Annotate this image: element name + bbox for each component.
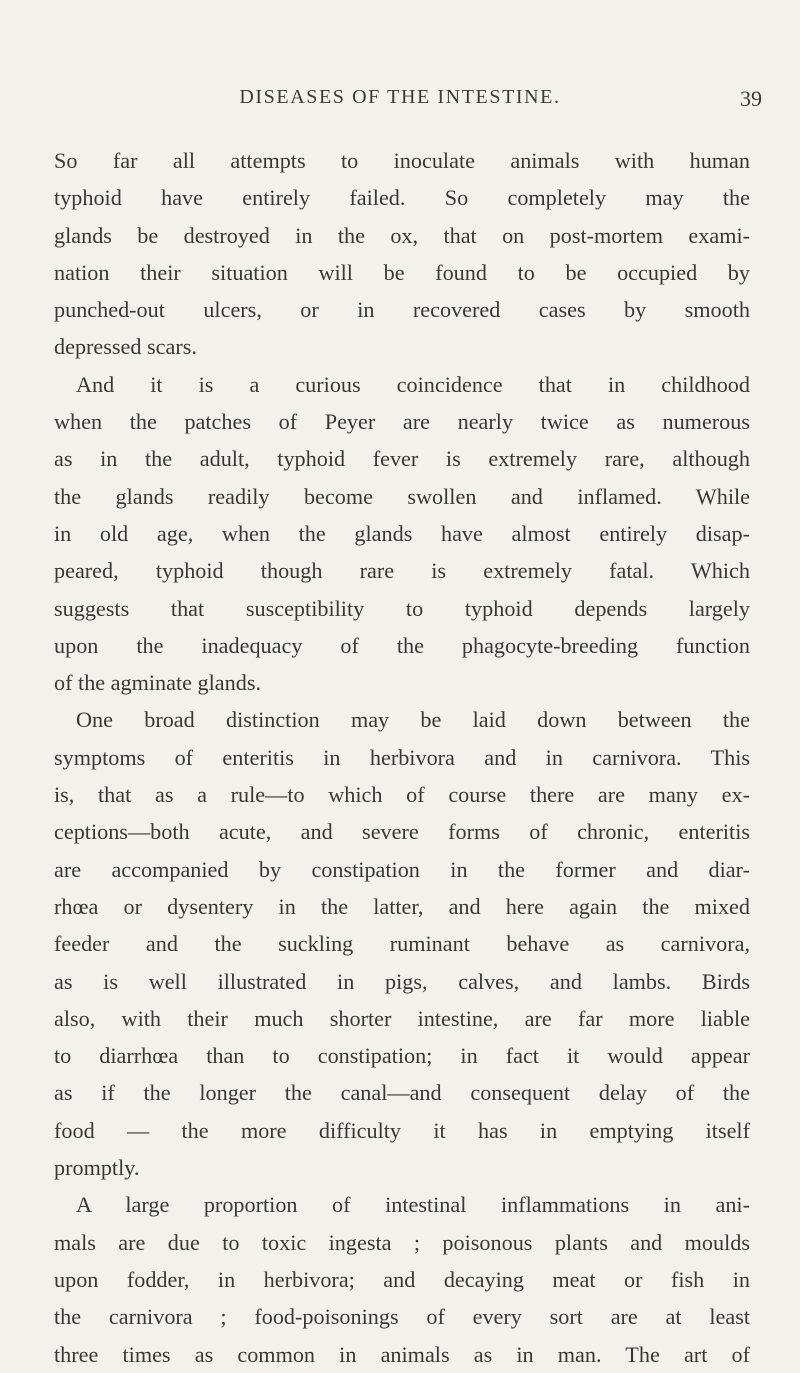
running-head	[0, 86, 800, 116]
running-title: DISEASES OF THE INTESTINE.	[239, 86, 561, 108]
text-line: as if the longer the canal—and consequent delay of the	[54, 1080, 750, 1106]
text-line: mals are due to toxic ingesta ; poisonous plants and moulds	[54, 1229, 750, 1255]
paragraph	[54, 1186, 750, 1372]
page-number: 39	[740, 86, 762, 111]
text-line: of the agminate glands.	[54, 670, 262, 696]
text-line: symptoms of enteritis in herbivora and in carnivora. This	[54, 744, 750, 770]
text-line: also, with their much shorter intestine, are far more liable	[54, 1005, 750, 1031]
text-line: are accompanied by constipation in the former and diar-	[54, 856, 750, 882]
text-line: peared, typhoid though rare is extremely fatal. Which	[54, 558, 750, 584]
text-line: is, that as a rule—to which of course there are many ex-	[54, 782, 750, 808]
body-text	[54, 142, 750, 1373]
text-line: typhoid have entirely failed. So completely may the	[54, 185, 750, 211]
text-line: the glands readily become swollen and inflamed. While	[54, 483, 750, 509]
text-line: One broad distinction may be laid down between the	[76, 707, 750, 733]
text-line: A large proportion of intestinal inflammations in ani-	[76, 1192, 750, 1218]
paragraph	[54, 701, 750, 1186]
paragraph	[54, 366, 750, 702]
text-line: And it is a curious coincidence that in childhood	[76, 371, 750, 397]
text-line: food — the more difficulty it has in emptying itself	[54, 1117, 750, 1143]
text-line: upon the inadequacy of the phagocyte-breeding function	[54, 632, 750, 658]
text-line: as in the adult, typhoid fever is extremely rare, although	[54, 446, 750, 472]
text-line: in old age, when the glands have almost entirely disap-	[54, 520, 750, 546]
text-line: So far all attempts to inoculate animals with human	[54, 148, 750, 173]
paragraph	[54, 142, 750, 366]
text-line: when the patches of Peyer are nearly twice as numerous	[54, 409, 750, 435]
text-line: as is well illustrated in pigs, calves, and lambs. Birds	[54, 968, 750, 994]
text-line: rhœa or dysentery in the latter, and here again the mixed	[54, 893, 750, 919]
text-line: feeder and the suckling ruminant behave as carnivora,	[54, 931, 750, 957]
text-line: upon fodder, in herbivora; and decaying meat or fish in	[54, 1266, 750, 1292]
text-line: to diarrhœa than to constipation; in fact it would appear	[54, 1043, 750, 1069]
text-line: depressed scars.	[54, 334, 197, 360]
text-line: glands be destroyed in the ox, that on post-mortem exami-	[54, 222, 750, 248]
text-line: punched-out ulcers, or in recovered cases by smooth	[54, 297, 750, 323]
text-line: suggests that susceptibility to typhoid depends largely	[54, 595, 750, 621]
text-line: the carnivora ; food-poisonings of every sort are at least	[54, 1304, 750, 1330]
text-line: promptly.	[54, 1155, 140, 1181]
text-line: nation their situation will be found to be occupied by	[54, 259, 750, 285]
text-line: ceptions—both acute, and severe forms of chronic, enteritis	[54, 819, 750, 845]
text-line: three times as common in animals as in man. The art of	[54, 1341, 750, 1367]
